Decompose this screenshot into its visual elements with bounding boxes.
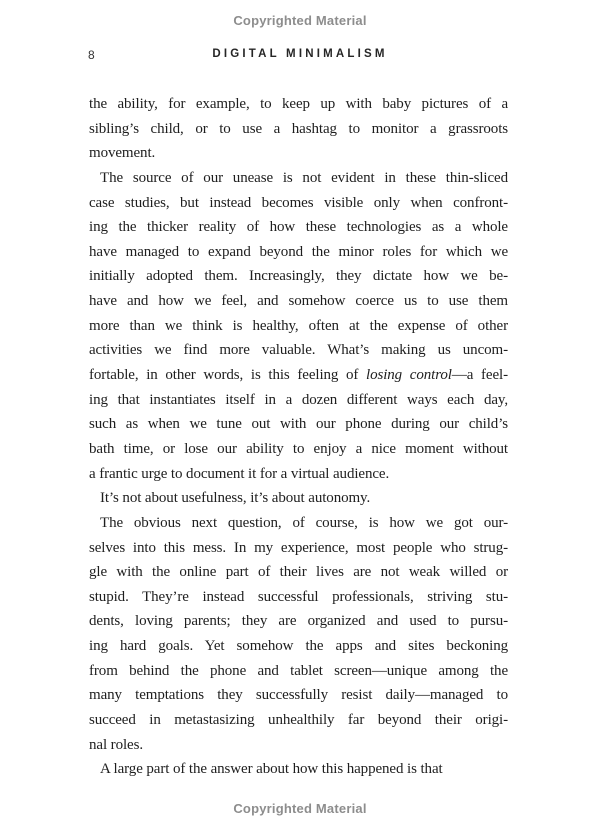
body-line <box>89 92 508 117</box>
body-line <box>89 289 508 314</box>
text-segment: sibling’s child, or to use a hashtag to monitor a grassroots <box>89 120 508 137</box>
copyright-banner-bottom: Copyrighted Material <box>233 801 367 816</box>
text-segment: fortable, in other words, is this feeling of <box>89 367 366 384</box>
body-line <box>89 166 508 191</box>
text-segment: initially adopted them. Increasingly, they dictate how we be- <box>89 268 508 285</box>
copyright-banner-top: Copyrighted Material <box>233 13 367 28</box>
body-line <box>89 659 508 684</box>
body-line <box>89 683 508 708</box>
text-segment: succeed in metastasizing unhealthily far beyond their origi- <box>89 712 508 729</box>
body-line <box>89 117 508 142</box>
body-line <box>89 462 508 487</box>
text-segment: dents, loving parents; they are organized and used to pursu- <box>89 613 508 630</box>
body-line <box>89 634 508 659</box>
page-number: 8 <box>88 48 96 62</box>
text-segment: nal roles. <box>89 736 143 753</box>
body-line <box>89 486 508 511</box>
body-line <box>89 609 508 634</box>
body-line <box>89 314 508 339</box>
body-line <box>89 363 508 388</box>
text-segment: It’s not about usefulness, it’s about autonomy. <box>100 490 371 507</box>
book-title: DIGITAL MINIMALISM <box>212 48 388 60</box>
body-line <box>89 511 508 536</box>
text-segment: ing hard goals. Yet somehow the apps and sites beckoning <box>89 638 508 655</box>
text-segment: a frantic urge to document it for a virtual audience. <box>89 465 390 482</box>
text-segment: have and how we feel, and somehow coerce us to use them <box>89 293 508 310</box>
text-segment: have managed to expand beyond the minor roles for which we <box>89 243 508 260</box>
body-line <box>89 338 508 363</box>
text-segment: from behind the phone and tablet screen—unique among the <box>89 662 508 679</box>
body-line <box>89 412 508 437</box>
body-line <box>89 141 508 166</box>
text-segment: activities we find more valuable. What’s making us uncom- <box>89 342 508 359</box>
body-line <box>89 437 508 462</box>
body-line <box>89 191 508 216</box>
text-segment: the ability, for example, to keep up with baby pictures of a <box>89 96 508 112</box>
text-segment: The obvious next question, of course, is how we got our- <box>100 514 508 531</box>
body-line <box>89 264 508 289</box>
body-line <box>89 536 508 561</box>
page-header <box>0 48 600 64</box>
body-line <box>89 757 508 782</box>
body-text <box>89 92 508 782</box>
body-line <box>89 215 508 240</box>
text-segment: movement. <box>89 145 156 162</box>
text-segment: more than we think is healthy, often at the expense of other <box>89 317 508 334</box>
body-line <box>89 560 508 585</box>
text-segment: stupid. They’re instead successful professionals, striving stu- <box>89 588 508 605</box>
body-line <box>89 708 508 733</box>
text-segment: selves into this mess. In my experience, most people who strug- <box>89 539 508 556</box>
text-segment: —a feel- <box>451 367 508 384</box>
text-segment: The source of our unease is not evident in these thin-sliced <box>100 169 508 186</box>
text-segment: ing that instantiates itself in a dozen different ways each day, <box>89 391 508 408</box>
text-segment: ing the thicker reality of how these technologies as a whole <box>89 219 508 236</box>
italic-phrase: losing control <box>366 367 452 384</box>
text-segment: gle with the online part of their lives are not weak willed or <box>89 564 508 581</box>
text-segment: bath time, or lose our ability to enjoy a nice moment without <box>89 440 508 457</box>
text-segment: such as when we tune out with our phone during our child’s <box>89 416 508 433</box>
body-line <box>89 388 508 413</box>
text-segment: many temptations they successfully resist daily—managed to <box>89 687 508 704</box>
body-line <box>89 585 508 610</box>
text-segment: A large part of the answer about how this happened is that <box>100 761 443 778</box>
body-line <box>89 733 508 758</box>
text-segment: case studies, but instead becomes visible only when confront- <box>89 194 508 211</box>
body-line <box>89 240 508 265</box>
